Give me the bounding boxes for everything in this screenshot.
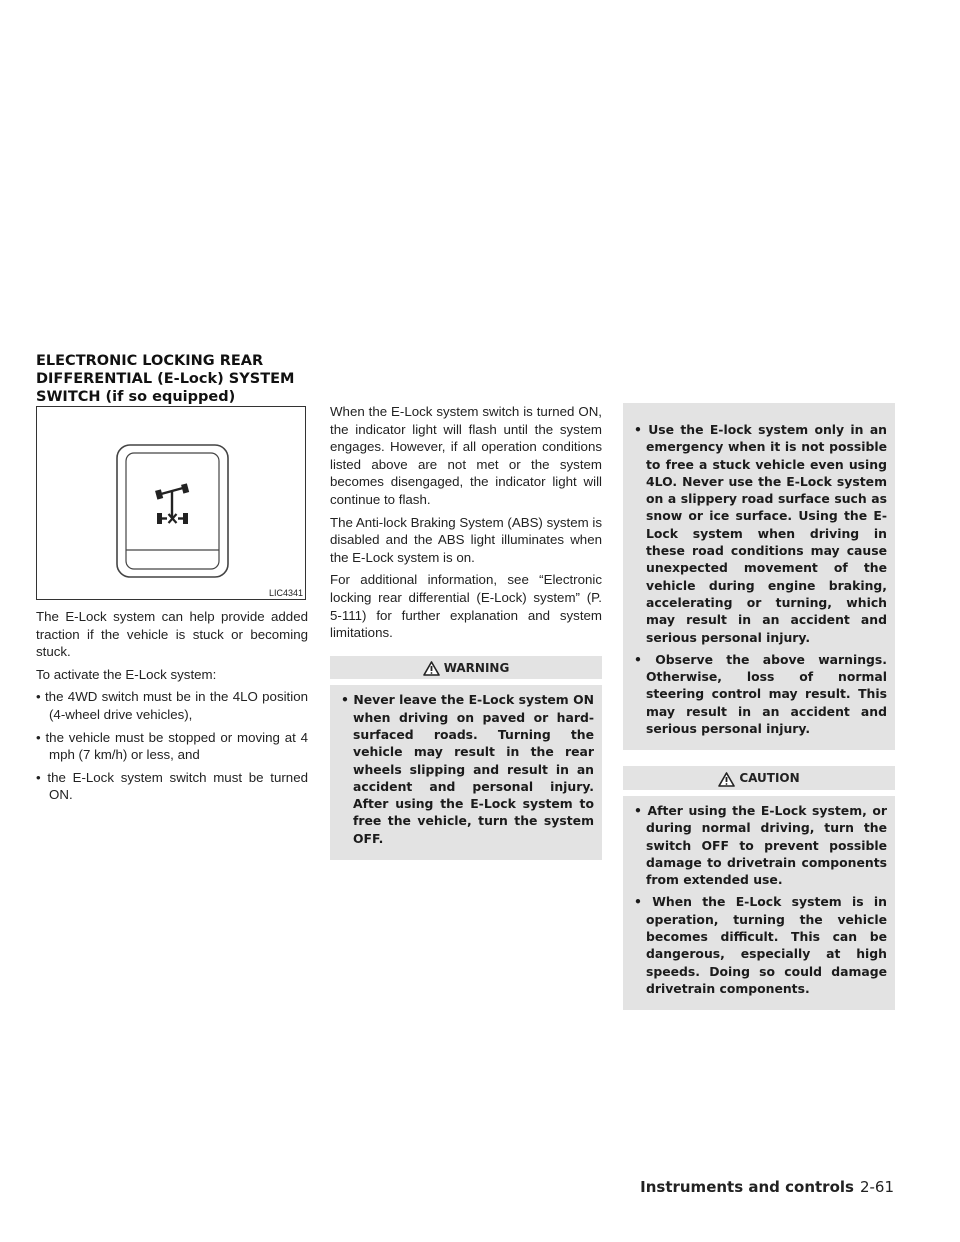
intro-paragraph: The E-Lock system can help provide added traction if the vehicle is stuck or becoming stuck.	[36, 609, 308, 660]
activate-paragraph: To activate the E-Lock system:	[36, 666, 217, 682]
abs-paragraph: The Anti-lock Braking System (ABS) system is disabled and the ABS light illuminates when the E-Lock system is on.	[330, 514, 602, 565]
e-lock-switch-icon	[37, 407, 305, 599]
figure-label: LIC4341	[268, 588, 303, 598]
column-1	[36, 608, 308, 809]
indicator-paragraph: When the E-Lock system switch is turned ON, the indicator light will flash until the system engages. However, if all operation conditions listed above are not met or the system becomes disengaged, the indicator light will continue to flash.	[330, 404, 602, 507]
page-number: 2-61	[859, 1178, 894, 1196]
list-item: • Never leave the E-Lock system ON when driving on paved or hard-surfaced roads. Turning the vehicle may result in the rear wheels slipping and result in an accident and personal injury. After using the E-Lock system to free the vehicle, turn the system OFF.	[341, 692, 594, 846]
list-item: • the 4WD switch must be in the 4LO position (4-wheel drive vehicles),	[36, 689, 308, 722]
caution-box	[623, 796, 895, 1010]
warning-box-continued	[623, 403, 895, 750]
list-item: • the vehicle must be stopped or moving at 4 mph (7 km/h) or less, and	[36, 729, 308, 763]
caution-title: CAUTION	[739, 771, 800, 786]
reference-paragraph: For additional information, see “Electronic locking rear differential (E-Lock) system” (P. 5-111) for further explanation and system limitations.	[330, 572, 602, 641]
column-2	[330, 403, 602, 860]
list-item: • Observe the above warnings. Otherwise, loss of normal steering control may result. This may result in an accident and serious personal injury.	[634, 651, 887, 737]
warning-icon	[423, 661, 440, 676]
caution-icon	[718, 772, 735, 787]
switch-figure	[36, 406, 306, 600]
list-item: • After using the E-Lock system, or during normal driving, turn the switch OFF to prevent possible damage to drivetrain components from extended use.	[634, 802, 887, 888]
footer-section: Instruments and controls	[640, 1178, 854, 1196]
column-3	[623, 403, 895, 1010]
warning-box	[330, 685, 602, 860]
list-item: • the E-Lock system switch must be turned ON.	[36, 769, 308, 803]
caution-title-bar	[623, 766, 895, 790]
warning-title-bar	[330, 656, 602, 680]
page-footer	[640, 1178, 894, 1196]
list-item: • When the E-Lock system is in operation, turning the vehicle becomes difficult. This can be dangerous, especially at high speeds. Doing so could damage drivetrain components.	[634, 894, 887, 996]
section-heading: ELECTRONIC LOCKING REAR DIFFERENTIAL (E-Lock) SYSTEM SWITCH (if so equipped)	[36, 353, 295, 405]
list-item: • Use the E-lock system only in an emergency when it is not possible to free a stuck vehicle even using 4LO. Never use the E-Lock system on a slippery road surface such as snow or ice surface. Using the E-Lock system when driving in these road conditions may cause unexpected movement of the vehicle during engine braking, accelerating or turning, which may result in an accident and serious personal injury.	[634, 422, 887, 645]
warning-title: WARNING	[443, 660, 510, 675]
